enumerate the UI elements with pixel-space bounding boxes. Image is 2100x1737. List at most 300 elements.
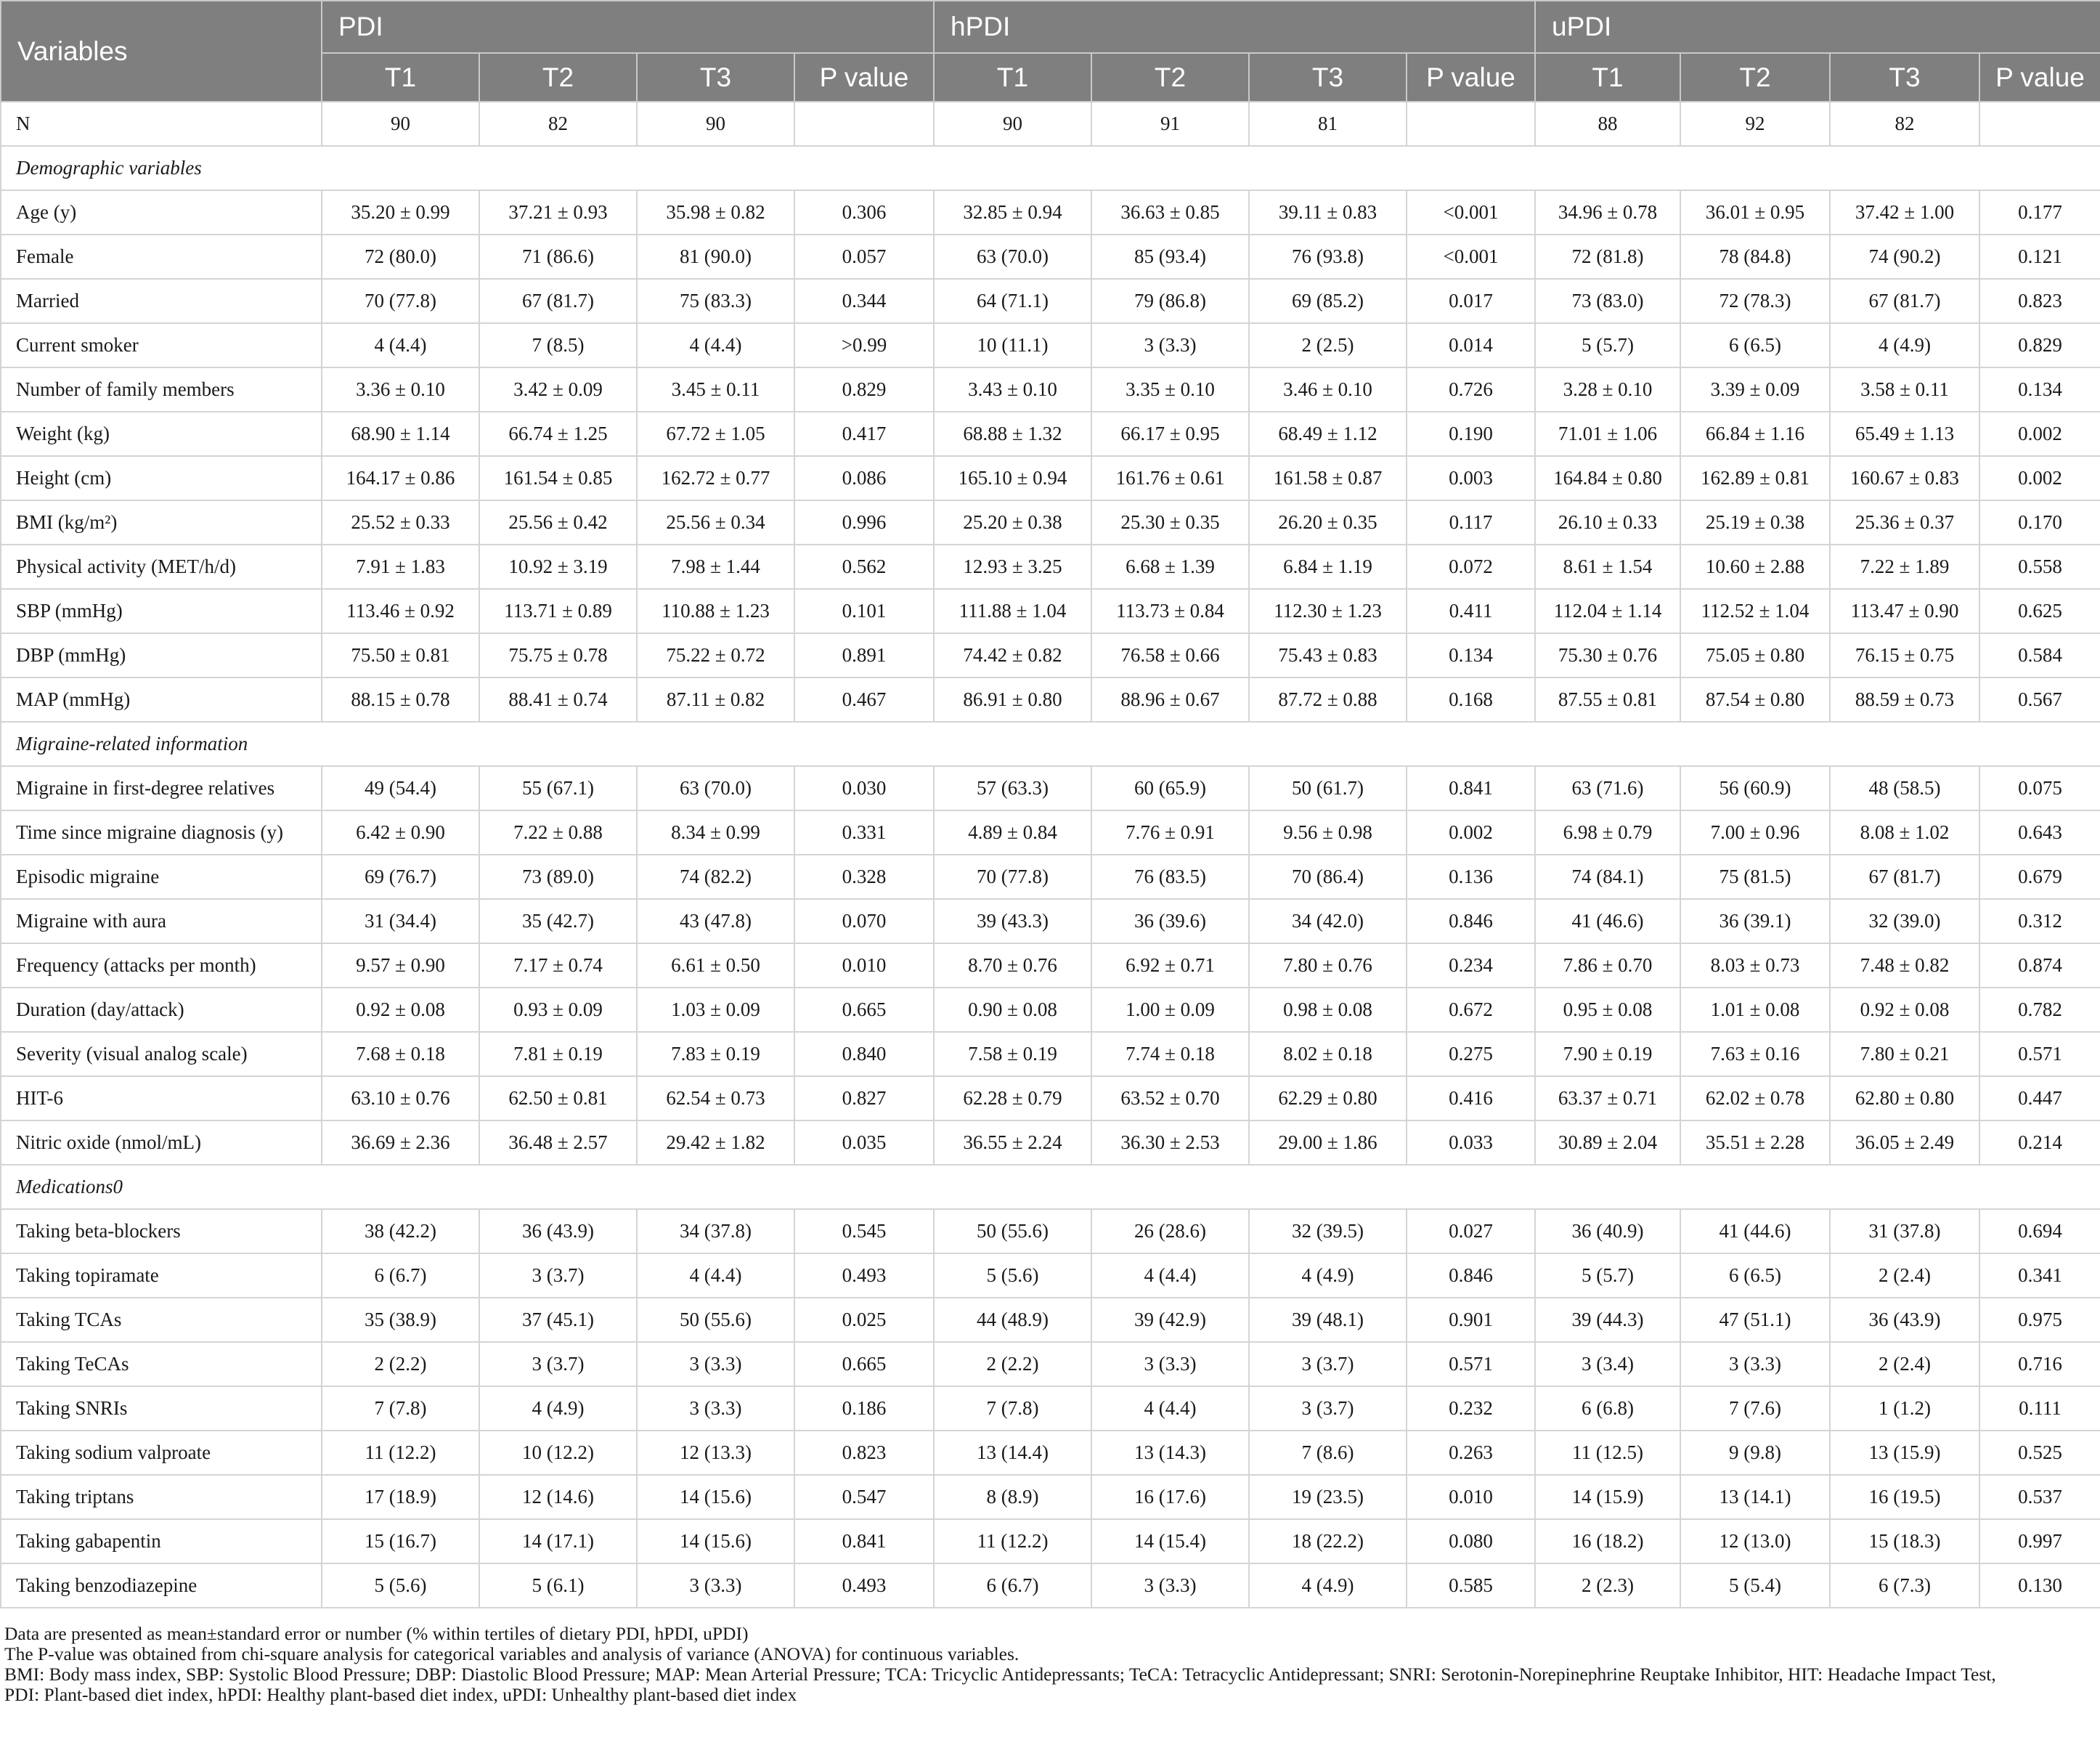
value-cell: 57 (63.3) (934, 766, 1091, 810)
value-cell: 110.88 ± 1.23 (637, 589, 794, 633)
value-cell: 32 (39.5) (1249, 1209, 1407, 1253)
value-cell: 68.88 ± 1.32 (934, 412, 1091, 456)
value-cell: 7 (7.8) (322, 1386, 479, 1431)
value-cell: 112.04 ± 1.14 (1535, 589, 1680, 633)
value-cell: 3 (3.3) (1091, 1342, 1249, 1386)
value-cell: 25.36 ± 0.37 (1830, 500, 1979, 545)
p-value-cell: 0.312 (1979, 899, 2100, 943)
value-cell: 81 (90.0) (637, 235, 794, 279)
p-value-cell: 0.111 (1979, 1386, 2100, 1431)
value-cell: 72 (80.0) (322, 235, 479, 279)
value-cell: 15 (16.7) (322, 1519, 479, 1563)
value-cell: 0.92 ± 0.08 (322, 988, 479, 1032)
p-value-cell: 0.493 (794, 1253, 934, 1298)
value-cell: 13 (15.9) (1830, 1431, 1979, 1475)
p-value-cell: <0.001 (1407, 190, 1535, 235)
value-cell: 6 (6.5) (1680, 1253, 1830, 1298)
value-cell: 62.02 ± 0.78 (1680, 1076, 1830, 1120)
value-cell: 67 (81.7) (1830, 855, 1979, 899)
row-label: Duration (day/attack) (1, 988, 322, 1032)
value-cell: 3.35 ± 0.10 (1091, 367, 1249, 412)
value-cell: 4 (4.4) (1091, 1386, 1249, 1431)
value-cell: 36.69 ± 2.36 (322, 1120, 479, 1165)
row-label: Number of family members (1, 367, 322, 412)
p-value-cell: 0.177 (1979, 190, 2100, 235)
value-cell: 13 (14.3) (1091, 1431, 1249, 1475)
value-cell: 13 (14.4) (934, 1431, 1091, 1475)
row-label: Taking TeCAs (1, 1342, 322, 1386)
p-value-cell: 0.846 (1407, 899, 1535, 943)
row-label: Height (cm) (1, 456, 322, 500)
value-cell: 75.22 ± 0.72 (637, 633, 794, 678)
value-cell: 36 (43.9) (1830, 1298, 1979, 1342)
p-value-cell: 0.891 (794, 633, 934, 678)
value-cell: 112.30 ± 1.23 (1249, 589, 1407, 633)
value-cell: 50 (61.7) (1249, 766, 1407, 810)
value-cell: 56 (60.9) (1680, 766, 1830, 810)
value-cell: 6.61 ± 0.50 (637, 943, 794, 988)
value-cell: 78 (84.8) (1680, 235, 1830, 279)
value-cell: 7.63 ± 0.16 (1680, 1032, 1830, 1076)
value-cell: 3.42 ± 0.09 (479, 367, 637, 412)
value-cell: 7.58 ± 0.19 (934, 1032, 1091, 1076)
header-pdi-pvalue: P value (794, 53, 934, 102)
table-header (1, 1, 2100, 102)
value-cell: 7.81 ± 0.19 (479, 1032, 637, 1076)
value-cell: 31 (37.8) (1830, 1209, 1979, 1253)
value-cell: 3 (3.7) (479, 1253, 637, 1298)
value-cell: 26.10 ± 0.33 (1535, 500, 1680, 545)
value-cell: 36 (40.9) (1535, 1209, 1680, 1253)
value-cell: 5 (5.4) (1680, 1563, 1830, 1608)
value-cell: 7.98 ± 1.44 (637, 545, 794, 589)
value-cell: 35 (42.7) (479, 899, 637, 943)
value-cell: 7 (7.8) (934, 1386, 1091, 1431)
value-cell: 64 (71.1) (934, 279, 1091, 323)
value-cell: 34 (37.8) (637, 1209, 794, 1253)
value-cell: 71 (86.6) (479, 235, 637, 279)
p-value-cell: 0.134 (1979, 367, 2100, 412)
p-value-cell: 0.716 (1979, 1342, 2100, 1386)
value-cell: 74.42 ± 0.82 (934, 633, 1091, 678)
p-value-cell: 0.840 (794, 1032, 934, 1076)
value-cell: 8.61 ± 1.54 (1535, 545, 1680, 589)
p-value-cell: 0.331 (794, 810, 934, 855)
value-cell: 7.74 ± 0.18 (1091, 1032, 1249, 1076)
value-cell: 72 (81.8) (1535, 235, 1680, 279)
value-cell: 2 (2.4) (1830, 1342, 1979, 1386)
value-cell: 70 (77.8) (322, 279, 479, 323)
value-cell: 39 (48.1) (1249, 1298, 1407, 1342)
value-cell: 36 (43.9) (479, 1209, 637, 1253)
row-label: BMI (kg/m²) (1, 500, 322, 545)
row-label: Taking beta-blockers (1, 1209, 322, 1253)
value-cell: 7.68 ± 0.18 (322, 1032, 479, 1076)
p-value-cell: 0.101 (794, 589, 934, 633)
p-value-cell: 0.416 (1407, 1076, 1535, 1120)
value-cell: 3.36 ± 0.10 (322, 367, 479, 412)
table-row (1, 810, 2100, 855)
header-updi-pvalue: P value (1979, 53, 2100, 102)
table-row (1, 678, 2100, 722)
value-cell: 44 (48.9) (934, 1298, 1091, 1342)
p-value-cell: 0.234 (1407, 943, 1535, 988)
p-value-cell: 0.030 (794, 766, 934, 810)
table-row (1, 1298, 2100, 1342)
value-cell: 39 (43.3) (934, 899, 1091, 943)
p-value-cell: 0.190 (1407, 412, 1535, 456)
value-cell: 25.52 ± 0.33 (322, 500, 479, 545)
header-updi-t3: T3 (1830, 53, 1979, 102)
value-cell: 31 (34.4) (322, 899, 479, 943)
value-cell: 36.01 ± 0.95 (1680, 190, 1830, 235)
value-cell: 16 (19.5) (1830, 1475, 1979, 1519)
section-row (1, 1165, 2100, 1209)
value-cell: 35.20 ± 0.99 (322, 190, 479, 235)
row-label: Taking triptans (1, 1475, 322, 1519)
table-row (1, 943, 2100, 988)
value-cell: 14 (15.6) (637, 1519, 794, 1563)
value-cell: 76 (93.8) (1249, 235, 1407, 279)
value-cell: 73 (83.0) (1535, 279, 1680, 323)
p-value-cell: 0.672 (1407, 988, 1535, 1032)
p-value-cell: 0.136 (1407, 855, 1535, 899)
value-cell: 4 (4.9) (479, 1386, 637, 1431)
p-value-cell: <0.001 (1407, 235, 1535, 279)
value-cell: 3 (3.3) (1091, 323, 1249, 367)
value-cell: 10.60 ± 2.88 (1680, 545, 1830, 589)
value-cell: 8.03 ± 0.73 (1680, 943, 1830, 988)
value-cell: 4 (4.4) (1091, 1253, 1249, 1298)
table-row (1, 367, 2100, 412)
value-cell: 10 (12.2) (479, 1431, 637, 1475)
value-cell: 81 (1249, 102, 1407, 146)
value-cell: 160.67 ± 0.83 (1830, 456, 1979, 500)
p-value-cell: 0.170 (1979, 500, 2100, 545)
section-label: Medications0 (1, 1165, 2100, 1209)
value-cell: 162.89 ± 0.81 (1680, 456, 1830, 500)
value-cell: 74 (84.1) (1535, 855, 1680, 899)
value-cell: 4.89 ± 0.84 (934, 810, 1091, 855)
value-cell: 34 (42.0) (1249, 899, 1407, 943)
value-cell: 7 (8.5) (479, 323, 637, 367)
p-value-cell: 0.002 (1979, 456, 2100, 500)
value-cell: 3.43 ± 0.10 (934, 367, 1091, 412)
value-cell: 19 (23.5) (1249, 1475, 1407, 1519)
value-cell: 7.86 ± 0.70 (1535, 943, 1680, 988)
value-cell: 82 (1830, 102, 1979, 146)
value-cell: 91 (1091, 102, 1249, 146)
p-value-cell: 0.823 (1979, 279, 2100, 323)
header-updi-t2: T2 (1680, 53, 1830, 102)
value-cell: 79 (86.8) (1091, 279, 1249, 323)
row-label: Severity (visual analog scale) (1, 1032, 322, 1076)
value-cell: 10.92 ± 3.19 (479, 545, 637, 589)
value-cell: 7.17 ± 0.74 (479, 943, 637, 988)
p-value-cell: 0.411 (1407, 589, 1535, 633)
footnotes (0, 1624, 2100, 1705)
table-row (1, 899, 2100, 943)
value-cell: 62.28 ± 0.79 (934, 1076, 1091, 1120)
p-value-cell: 0.328 (794, 855, 934, 899)
footnote-line: Data are presented as mean±standard error or number (% within tertiles of dietary PDI, hPDI, uPDI) (4, 1623, 749, 1644)
value-cell: 63 (70.0) (637, 766, 794, 810)
value-cell: 63.52 ± 0.70 (1091, 1076, 1249, 1120)
value-cell: 3 (3.3) (637, 1342, 794, 1386)
value-cell: 164.84 ± 0.80 (1535, 456, 1680, 500)
row-label: Female (1, 235, 322, 279)
row-label: HIT-6 (1, 1076, 322, 1120)
value-cell: 90 (322, 102, 479, 146)
value-cell: 3 (3.3) (1091, 1563, 1249, 1608)
value-cell: 17 (18.9) (322, 1475, 479, 1519)
p-value-cell: 0.263 (1407, 1431, 1535, 1475)
value-cell: 70 (77.8) (934, 855, 1091, 899)
value-cell: 6 (7.3) (1830, 1563, 1979, 1608)
value-cell: 36 (39.1) (1680, 899, 1830, 943)
value-cell: 87.11 ± 0.82 (637, 678, 794, 722)
value-cell: 7.22 ± 0.88 (479, 810, 637, 855)
p-value-cell: 0.134 (1407, 633, 1535, 678)
table-row (1, 988, 2100, 1032)
value-cell: 68.90 ± 1.14 (322, 412, 479, 456)
value-cell: 2 (2.2) (934, 1342, 1091, 1386)
value-cell: 41 (44.6) (1680, 1209, 1830, 1253)
p-value-cell (794, 102, 934, 146)
p-value-cell: 0.547 (794, 1475, 934, 1519)
value-cell: 39 (44.3) (1535, 1298, 1680, 1342)
value-cell: 5 (5.6) (934, 1253, 1091, 1298)
header-pdi-t1: T1 (322, 53, 479, 102)
header-hpdi-t2: T2 (1091, 53, 1249, 102)
value-cell: 67 (81.7) (479, 279, 637, 323)
value-cell: 82 (479, 102, 637, 146)
p-value-cell: 0.086 (794, 456, 934, 500)
table-row (1, 190, 2100, 235)
value-cell: 38 (42.2) (322, 1209, 479, 1253)
value-cell: 75 (81.5) (1680, 855, 1830, 899)
p-value-cell: 0.975 (1979, 1298, 2100, 1342)
p-value-cell: 0.665 (794, 1342, 934, 1386)
value-cell: 70 (86.4) (1249, 855, 1407, 899)
value-cell: 3 (3.3) (1680, 1342, 1830, 1386)
value-cell: 26 (28.6) (1091, 1209, 1249, 1253)
value-cell: 6.42 ± 0.90 (322, 810, 479, 855)
value-cell: 25.19 ± 0.38 (1680, 500, 1830, 545)
value-cell: 60 (65.9) (1091, 766, 1249, 810)
value-cell: 66.74 ± 1.25 (479, 412, 637, 456)
p-value-cell: 0.841 (794, 1519, 934, 1563)
value-cell: 90 (934, 102, 1091, 146)
header-pdi-t3: T3 (637, 53, 794, 102)
p-value-cell: 0.017 (1407, 279, 1535, 323)
value-cell: 12 (13.0) (1680, 1519, 1830, 1563)
value-cell: 14 (17.1) (479, 1519, 637, 1563)
value-cell: 3.58 ± 0.11 (1830, 367, 1979, 412)
value-cell: 112.52 ± 1.04 (1680, 589, 1830, 633)
value-cell: 161.54 ± 0.85 (479, 456, 637, 500)
value-cell: 11 (12.5) (1535, 1431, 1680, 1475)
value-cell: 3.45 ± 0.11 (637, 367, 794, 412)
value-cell: 9 (9.8) (1680, 1431, 1830, 1475)
p-value-cell: 0.306 (794, 190, 934, 235)
value-cell: 113.71 ± 0.89 (479, 589, 637, 633)
table-row (1, 1519, 2100, 1563)
p-value-cell: 0.829 (794, 367, 934, 412)
row-label: N (1, 102, 322, 146)
table-row (1, 279, 2100, 323)
value-cell: 5 (5.7) (1535, 323, 1680, 367)
p-value-cell: 0.679 (1979, 855, 2100, 899)
section-label: Demographic variables (1, 146, 2100, 190)
value-cell: 88.41 ± 0.74 (479, 678, 637, 722)
value-cell: 85 (93.4) (1091, 235, 1249, 279)
value-cell: 6.98 ± 0.79 (1535, 810, 1680, 855)
p-value-cell: 0.625 (1979, 589, 2100, 633)
value-cell: 0.90 ± 0.08 (934, 988, 1091, 1032)
p-value-cell: 0.070 (794, 899, 934, 943)
value-cell: 7.00 ± 0.96 (1680, 810, 1830, 855)
value-cell: 3 (3.3) (637, 1563, 794, 1608)
row-label: Married (1, 279, 322, 323)
value-cell: 62.50 ± 0.81 (479, 1076, 637, 1120)
value-cell: 25.56 ± 0.34 (637, 500, 794, 545)
value-cell: 7.80 ± 0.76 (1249, 943, 1407, 988)
row-label: Migraine in first-degree relatives (1, 766, 322, 810)
value-cell: 75.50 ± 0.81 (322, 633, 479, 678)
table-row (1, 323, 2100, 367)
value-cell: 10 (11.1) (934, 323, 1091, 367)
header-hpdi-t3: T3 (1249, 53, 1407, 102)
table-row (1, 102, 2100, 146)
value-cell: 5 (5.6) (322, 1563, 479, 1608)
header-group-updi: uPDI (1535, 1, 2100, 53)
p-value-cell: 0.585 (1407, 1563, 1535, 1608)
table-row (1, 545, 2100, 589)
value-cell: 49 (54.4) (322, 766, 479, 810)
table-row (1, 1032, 2100, 1076)
value-cell: 14 (15.4) (1091, 1519, 1249, 1563)
value-cell: 63 (70.0) (934, 235, 1091, 279)
p-value-cell: 0.025 (794, 1298, 934, 1342)
p-value-cell: 0.584 (1979, 633, 2100, 678)
row-label: Time since migraine diagnosis (y) (1, 810, 322, 855)
value-cell: 36.48 ± 2.57 (479, 1120, 637, 1165)
value-cell: 62.54 ± 0.73 (637, 1076, 794, 1120)
value-cell: 6 (6.5) (1680, 323, 1830, 367)
value-cell: 16 (18.2) (1535, 1519, 1680, 1563)
value-cell: 164.17 ± 0.86 (322, 456, 479, 500)
value-cell: 7.76 ± 0.91 (1091, 810, 1249, 855)
row-label: Taking gabapentin (1, 1519, 322, 1563)
value-cell: 32.85 ± 0.94 (934, 190, 1091, 235)
value-cell: 165.10 ± 0.94 (934, 456, 1091, 500)
value-cell: 7.91 ± 1.83 (322, 545, 479, 589)
row-label: DBP (mmHg) (1, 633, 322, 678)
footnote-line: The P-value was obtained from chi-square analysis for categorical variables and analysis of variance (ANOVA) for continuous variables. (4, 1643, 1020, 1664)
header-pdi-t2: T2 (479, 53, 637, 102)
header-variables: Variables (1, 1, 322, 102)
p-value-cell: 0.571 (1407, 1342, 1535, 1386)
value-cell: 11 (12.2) (322, 1431, 479, 1475)
p-value-cell: 0.545 (794, 1209, 934, 1253)
row-label: SBP (mmHg) (1, 589, 322, 633)
value-cell: 3.46 ± 0.10 (1249, 367, 1407, 412)
row-label: Episodic migraine (1, 855, 322, 899)
value-cell: 50 (55.6) (934, 1209, 1091, 1253)
p-value-cell: 0.841 (1407, 766, 1535, 810)
value-cell: 62.29 ± 0.80 (1249, 1076, 1407, 1120)
p-value-cell: 0.997 (1979, 1519, 2100, 1563)
value-cell: 1.00 ± 0.09 (1091, 988, 1249, 1032)
table-row (1, 456, 2100, 500)
footnote-line: PDI: Plant-based diet index, hPDI: Healthy plant-based diet index, uPDI: Unhealthy plant-based diet index (4, 1684, 797, 1705)
value-cell: 4 (4.4) (637, 1253, 794, 1298)
value-cell: 18 (22.2) (1249, 1519, 1407, 1563)
value-cell: 36.30 ± 2.53 (1091, 1120, 1249, 1165)
value-cell: 15 (18.3) (1830, 1519, 1979, 1563)
p-value-cell: 0.003 (1407, 456, 1535, 500)
value-cell: 161.58 ± 0.87 (1249, 456, 1407, 500)
value-cell: 92 (1680, 102, 1830, 146)
value-cell: 87.54 ± 0.80 (1680, 678, 1830, 722)
value-cell: 55 (67.1) (479, 766, 637, 810)
p-value-cell: 0.080 (1407, 1519, 1535, 1563)
value-cell: 6 (6.7) (322, 1253, 479, 1298)
value-cell: 3 (3.4) (1535, 1342, 1680, 1386)
value-cell: 12.93 ± 3.25 (934, 545, 1091, 589)
p-value-cell: 0.275 (1407, 1032, 1535, 1076)
p-value-cell (1407, 102, 1535, 146)
table-row (1, 1076, 2100, 1120)
value-cell: 7.83 ± 0.19 (637, 1032, 794, 1076)
value-cell: 2 (2.4) (1830, 1253, 1979, 1298)
value-cell: 4 (4.9) (1830, 323, 1979, 367)
value-cell: 8.08 ± 1.02 (1830, 810, 1979, 855)
value-cell: 36.63 ± 0.85 (1091, 190, 1249, 235)
value-cell: 39 (42.9) (1091, 1298, 1249, 1342)
table-row (1, 1475, 2100, 1519)
row-label: Age (y) (1, 190, 322, 235)
value-cell: 90 (637, 102, 794, 146)
table-row (1, 500, 2100, 545)
p-value-cell: 0.537 (1979, 1475, 2100, 1519)
value-cell: 48 (58.5) (1830, 766, 1979, 810)
value-cell: 6 (6.7) (934, 1563, 1091, 1608)
value-cell: 75.05 ± 0.80 (1680, 633, 1830, 678)
section-row (1, 722, 2100, 766)
header-group-pdi: PDI (322, 1, 934, 53)
value-cell: 88.96 ± 0.67 (1091, 678, 1249, 722)
value-cell: 3.28 ± 0.10 (1535, 367, 1680, 412)
value-cell: 162.72 ± 0.77 (637, 456, 794, 500)
p-value-cell: 0.726 (1407, 367, 1535, 412)
row-label: Taking TCAs (1, 1298, 322, 1342)
value-cell: 88 (1535, 102, 1680, 146)
value-cell: 6 (6.8) (1535, 1386, 1680, 1431)
p-value-cell: 0.874 (1979, 943, 2100, 988)
row-label: Frequency (attacks per month) (1, 943, 322, 988)
value-cell: 4 (4.4) (637, 323, 794, 367)
row-label: MAP (mmHg) (1, 678, 322, 722)
value-cell: 66.17 ± 0.95 (1091, 412, 1249, 456)
value-cell: 4 (4.4) (322, 323, 479, 367)
value-cell: 66.84 ± 1.16 (1680, 412, 1830, 456)
value-cell: 43 (47.8) (637, 899, 794, 943)
value-cell: 14 (15.9) (1535, 1475, 1680, 1519)
value-cell: 111.88 ± 1.04 (934, 589, 1091, 633)
p-value-cell: 0.121 (1979, 235, 2100, 279)
